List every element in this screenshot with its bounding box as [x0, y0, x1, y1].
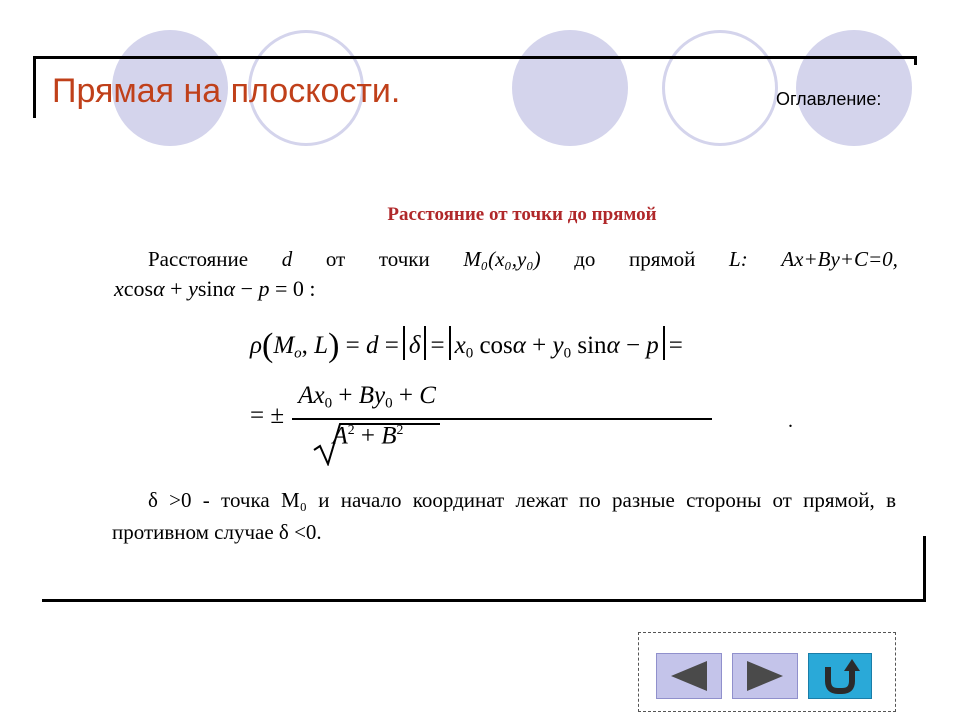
toc-link[interactable]: Оглавление: — [776, 89, 882, 109]
para1-word: Расстояние — [148, 247, 249, 271]
section-heading: Расстояние от точки до прямой — [387, 204, 657, 225]
fraction-numerator: $Ax_0 + By_0 + C$ — [298, 382, 436, 412]
definition-paragraph — [148, 247, 898, 272]
decor-circle-4 — [662, 30, 778, 146]
normal-equation-formula: xcosα + ysinα − p = 0 : — [114, 276, 316, 301]
para1-word: Ax+By+C=0, — [781, 247, 898, 271]
para1-word: M₀(x₀,y₀) — [463, 247, 541, 271]
distance-fraction-formula: = ± $Ax_0 + By_0 + C$ $A^2 + B^2$ . — [250, 380, 790, 470]
distance-formula: $\rho(M_o$, $L) = d = \delta = x_0$ $\cos\alpha + y_0$ sinα − p = — [250, 327, 683, 364]
para1-word: точки — [378, 247, 430, 271]
decor-circle-3 — [512, 30, 628, 146]
frame-right-line — [923, 536, 926, 602]
next-slide-button[interactable] — [732, 653, 798, 699]
para1-word: до — [574, 247, 596, 271]
para1-word: прямой — [629, 247, 696, 271]
para1-word: d — [281, 247, 293, 271]
left-triangle-icon — [667, 659, 711, 693]
navigation-panel — [638, 632, 896, 712]
u-turn-arrow-icon — [820, 657, 860, 695]
frame-bottom-line — [42, 599, 926, 602]
right-triangle-icon — [743, 659, 787, 693]
frame-top-right-tick — [914, 56, 917, 65]
para1-word: L: — [729, 247, 748, 271]
para1-word: от — [325, 247, 346, 271]
frame-top-line — [35, 56, 917, 59]
sign-explanation-paragraph: δ >0 - точка M₀ и начало координат лежат по разные стороны от прямой, в противном случае δ <0. — [112, 488, 896, 544]
decor-circle-5 — [796, 30, 912, 146]
return-button[interactable] — [808, 653, 872, 699]
previous-slide-button[interactable] — [656, 653, 722, 699]
slide-title: Прямая на плоскости. — [52, 72, 401, 110]
frame-left-line — [33, 56, 36, 118]
fraction-denominator: $A^2 + B^2$ — [332, 422, 404, 450]
